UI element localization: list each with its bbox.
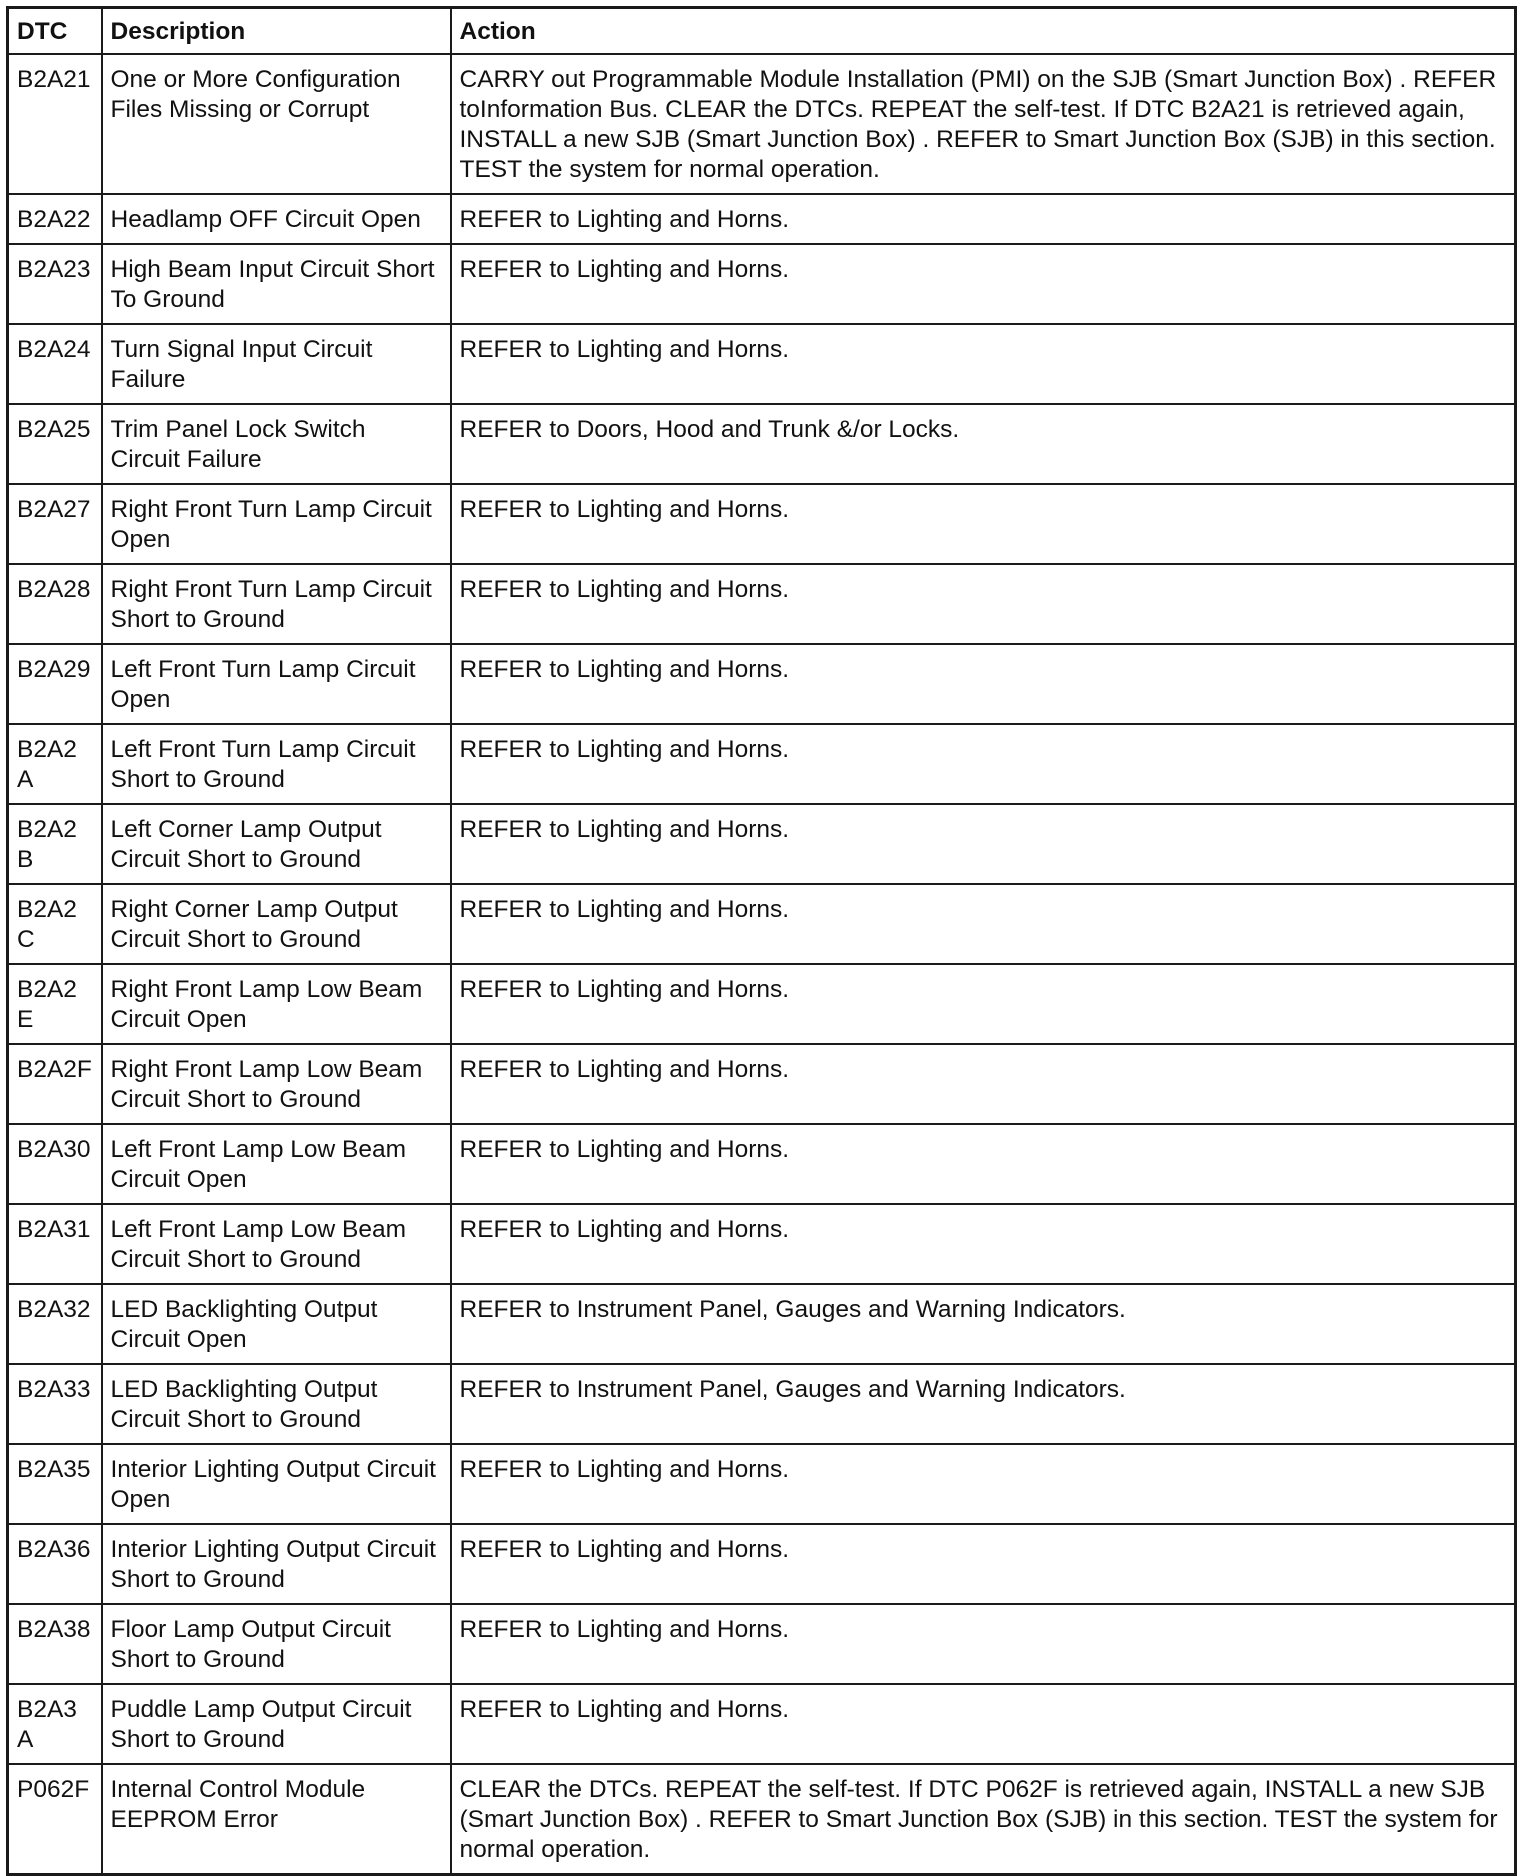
cell-action: REFER to Lighting and Horns. (451, 1604, 1516, 1684)
cell-description: Right Front Lamp Low Beam Circuit Short to Ground (102, 1044, 451, 1124)
cell-action: REFER to Lighting and Horns. (451, 724, 1516, 804)
cell-description: One or More Configuration Files Missing or Corrupt (102, 54, 451, 194)
table-row (8, 1124, 1516, 1204)
table-row (8, 1604, 1516, 1684)
table-row (8, 1044, 1516, 1124)
header-description: Description (102, 8, 451, 55)
cell-dtc: B2A30 (8, 1124, 102, 1204)
cell-action: REFER to Lighting and Horns. (451, 564, 1516, 644)
cell-description: Trim Panel Lock Switch Circuit Failure (102, 404, 451, 484)
dtc-table-container (6, 6, 1514, 1876)
cell-description: Interior Lighting Output Circuit Open (102, 1444, 451, 1524)
table-row (8, 964, 1516, 1044)
cell-action: REFER to Doors, Hood and Trunk &/or Locks. (451, 404, 1516, 484)
cell-dtc: B2A35 (8, 1444, 102, 1524)
cell-description: Headlamp OFF Circuit Open (102, 194, 451, 244)
table-row (8, 1284, 1516, 1364)
cell-action: REFER to Lighting and Horns. (451, 644, 1516, 724)
cell-action: CARRY out Programmable Module Installation (PMI) on the SJB (Smart Junction Box) . REFER toInformation Bus. CLEAR the DTCs. REPEAT the self-test. If DTC B2A21 is retrieved again, INSTALL a new SJB (Smart Junction Box) . REFER to Smart Junction Box (SJB) in this section. TEST the system for normal operation. (451, 54, 1516, 194)
cell-action: REFER to Lighting and Horns. (451, 194, 1516, 244)
cell-action: REFER to Lighting and Horns. (451, 1684, 1516, 1764)
cell-description: Left Front Turn Lamp Circuit Short to Ground (102, 724, 451, 804)
table-row (8, 804, 1516, 884)
cell-description: Internal Control Module EEPROM Error (102, 1764, 451, 1875)
table-row (8, 1364, 1516, 1444)
cell-action: REFER to Lighting and Horns. (451, 1204, 1516, 1284)
table-row (8, 1524, 1516, 1604)
cell-description: LED Backlighting Output Circuit Short to Ground (102, 1364, 451, 1444)
table-row (8, 1684, 1516, 1764)
table-row (8, 1204, 1516, 1284)
cell-action: REFER to Lighting and Horns. (451, 1124, 1516, 1204)
cell-description: Left Corner Lamp Output Circuit Short to Ground (102, 804, 451, 884)
cell-description: Right Corner Lamp Output Circuit Short to Ground (102, 884, 451, 964)
cell-action: REFER to Lighting and Horns. (451, 324, 1516, 404)
header-dtc: DTC (8, 8, 102, 55)
table-row (8, 1444, 1516, 1524)
header-action: Action (451, 8, 1516, 55)
table-row (8, 244, 1516, 324)
cell-description: Left Front Lamp Low Beam Circuit Open (102, 1124, 451, 1204)
cell-description: Left Front Lamp Low Beam Circuit Short to Ground (102, 1204, 451, 1284)
cell-dtc: B2A25 (8, 404, 102, 484)
cell-description: Right Front Turn Lamp Circuit Open (102, 484, 451, 564)
cell-action: REFER to Lighting and Horns. (451, 1044, 1516, 1124)
table-row (8, 724, 1516, 804)
table-header-row (8, 8, 1516, 55)
cell-action: REFER to Instrument Panel, Gauges and Warning Indicators. (451, 1364, 1516, 1444)
cell-action: REFER to Instrument Panel, Gauges and Warning Indicators. (451, 1284, 1516, 1364)
cell-dtc: B2A33 (8, 1364, 102, 1444)
cell-action: REFER to Lighting and Horns. (451, 964, 1516, 1044)
cell-dtc: B2A27 (8, 484, 102, 564)
cell-dtc: B2A38 (8, 1604, 102, 1684)
cell-dtc: B2A3A (8, 1684, 102, 1764)
cell-description: Right Front Lamp Low Beam Circuit Open (102, 964, 451, 1044)
cell-action: REFER to Lighting and Horns. (451, 1444, 1516, 1524)
cell-dtc: B2A2F (8, 1044, 102, 1124)
cell-description: Puddle Lamp Output Circuit Short to Ground (102, 1684, 451, 1764)
cell-description: Floor Lamp Output Circuit Short to Ground (102, 1604, 451, 1684)
cell-description: Right Front Turn Lamp Circuit Short to Ground (102, 564, 451, 644)
cell-dtc: B2A28 (8, 564, 102, 644)
cell-action: REFER to Lighting and Horns. (451, 244, 1516, 324)
cell-dtc: B2A21 (8, 54, 102, 194)
table-row (8, 54, 1516, 194)
cell-action: REFER to Lighting and Horns. (451, 884, 1516, 964)
cell-action: REFER to Lighting and Horns. (451, 804, 1516, 884)
cell-dtc: B2A31 (8, 1204, 102, 1284)
cell-dtc: B2A2A (8, 724, 102, 804)
cell-dtc: P062F (8, 1764, 102, 1875)
table-row (8, 644, 1516, 724)
cell-description: Left Front Turn Lamp Circuit Open (102, 644, 451, 724)
cell-dtc: B2A36 (8, 1524, 102, 1604)
table-row (8, 484, 1516, 564)
cell-description: LED Backlighting Output Circuit Open (102, 1284, 451, 1364)
table-row (8, 324, 1516, 404)
cell-action: REFER to Lighting and Horns. (451, 1524, 1516, 1604)
table-row (8, 1764, 1516, 1875)
table-row (8, 404, 1516, 484)
cell-dtc: B2A22 (8, 194, 102, 244)
cell-dtc: B2A2B (8, 804, 102, 884)
cell-dtc: B2A24 (8, 324, 102, 404)
cell-description: High Beam Input Circuit Short To Ground (102, 244, 451, 324)
table-row (8, 884, 1516, 964)
cell-action: CLEAR the DTCs. REPEAT the self-test. If DTC P062F is retrieved again, INSTALL a new SJB (Smart Junction Box) . REFER to Smart Junction Box (SJB) in this section. TEST the system for normal operation. (451, 1764, 1516, 1875)
cell-description: Turn Signal Input Circuit Failure (102, 324, 451, 404)
cell-dtc: B2A32 (8, 1284, 102, 1364)
cell-description: Interior Lighting Output Circuit Short to Ground (102, 1524, 451, 1604)
table-row (8, 564, 1516, 644)
cell-dtc: B2A29 (8, 644, 102, 724)
cell-dtc: B2A23 (8, 244, 102, 324)
cell-action: REFER to Lighting and Horns. (451, 484, 1516, 564)
dtc-table (6, 6, 1517, 1876)
table-row (8, 194, 1516, 244)
cell-dtc: B2A2E (8, 964, 102, 1044)
cell-dtc: B2A2C (8, 884, 102, 964)
